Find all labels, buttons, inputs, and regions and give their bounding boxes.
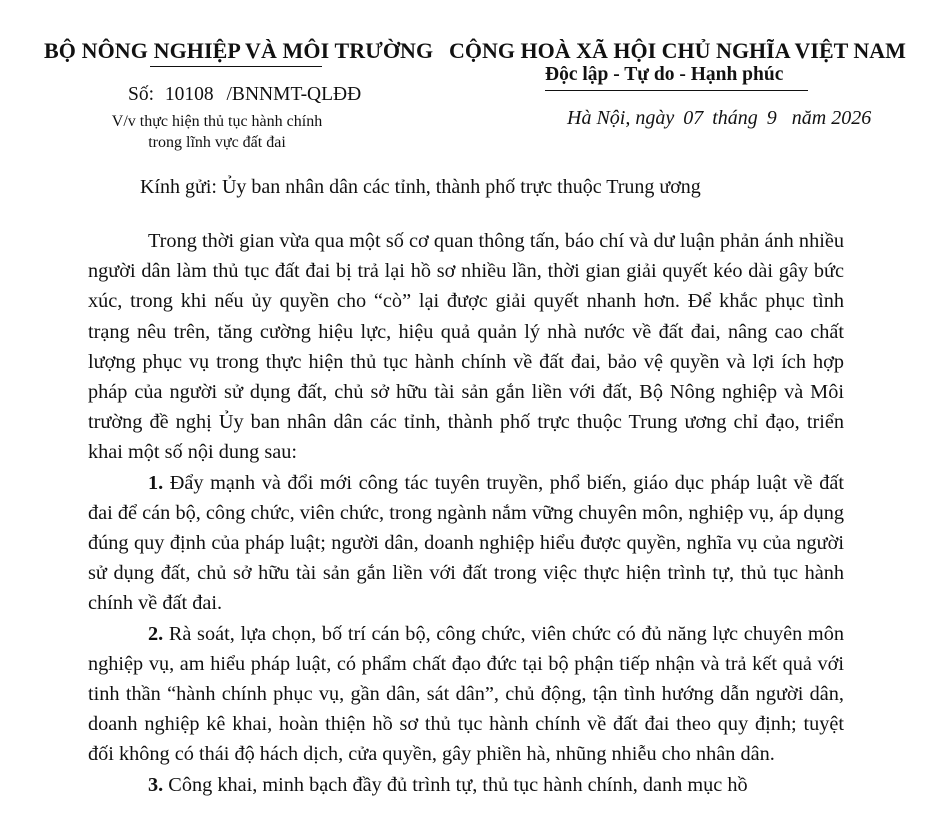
item-2-text: Rà soát, lựa chọn, bố trí cán bộ, công chức, viên chức có đủ năng lực chuyên môn nghiệp vụ, am hiểu pháp luật, có phẩm chất đạo đức tại bộ phận tiếp nhận và trả kết quả với tinh thần “hành chính phục vụ, gần dân, sát dân”, chủ động, tận tình hướng dẫn người dân, doanh nghiệp kê khai, hoàn thiện hồ sơ thủ tục hành chính về đất đai theo quy định; tuyệt đối không có thái độ hách dịch, cửa quyền, gây phiền hà, nhũng nhiễu cho nhân dân. (88, 622, 844, 766)
document-number (128, 84, 361, 106)
document-subject (80, 111, 354, 153)
issuing-agency-name: BỘ NÔNG NGHIỆP VÀ MÔI TRƯỜNG (44, 38, 434, 63)
doc-number-suffix: /BNNMT-QLĐĐ (226, 84, 362, 105)
recipient-greeting: Kính gửi: Ủy ban nhân dân các tỉnh, thành phố trực thuộc Trung ương (140, 176, 701, 198)
item-2-number: 2. (148, 622, 164, 645)
list-item-1 (88, 468, 844, 619)
item-3-number: 3. (148, 773, 164, 796)
intro-paragraph: Trong thời gian vừa qua một số cơ quan thông tấn, báo chí và dư luận phản ánh nhiều người dân làm thủ tục đất đai bị trả lại hồ sơ nhiều lần, thời gian giải quyết kéo dài gây bức xúc, trong khi nếu ủy quyền cho “cò” lại được giải quyết nhanh hơn. Để khắc phục tình trạng nêu trên, tăng cường hiệu lực, hiệu quả quản lý nhà nước về đất đai, nâng cao chất lượng phục vụ trong thực hiện thủ tục hành chính về đất đai, bảo vệ quyền và lợi ích hợp pháp của người sử dụng đất, chủ sở hữu tài sản gắn liền với đất, Bộ Nông nghiệp và Môi trường đề nghị Ủy ban nhân dân các tỉnh, thành phố trực thuộc Trung ương chỉ đạo, triển khai một số nội dung sau: (88, 230, 844, 464)
doc-number-value: 10108 (164, 84, 214, 105)
subject-line-2: trong lĩnh vực đất đai (148, 134, 286, 151)
date-month-label: tháng (712, 107, 758, 129)
national-title: CỘNG HOÀ XÃ HỘI CHỦ NGHĨA VIỆT NAM (449, 38, 906, 63)
national-motto: Độc lập - Tự do - Hạnh phúc (545, 64, 784, 85)
motto-underline (545, 90, 808, 91)
item-3-text: Công khai, minh bạch đầy đủ trình tự, thủ tục hành chính, danh mục hồ (168, 773, 748, 796)
date-prefix: Hà Nội, ngày (567, 107, 675, 129)
date-year-label: năm (791, 107, 827, 129)
date-day: 07 (683, 107, 704, 129)
doc-number-prefix: Số: (128, 84, 155, 105)
agency-underline (150, 66, 322, 67)
subject-line-1: V/v thực hiện thủ tục hành chính (111, 113, 323, 130)
date-month: 9 (766, 107, 777, 129)
list-item-2 (88, 619, 844, 770)
item-1-number: 1. (148, 471, 164, 494)
place-and-date (567, 107, 871, 130)
date-year: 2026 (831, 107, 872, 129)
letter-body (88, 226, 844, 800)
item-1-text: Đẩy mạnh và đổi mới công tác tuyên truyền, phổ biến, giáo dục pháp luật về đất đai để cán bộ, công chức, viên chức, trong ngành nắm vững chuyên môn, nghiệp vụ, áp dụng đúng quy định của pháp luật; người dân, doanh nghiệp hiểu được quyền, nghĩa vụ của người sử dụng đất, chủ sở hữu tài sản gắn liền với đất trong việc thực hiện trình tự, thủ tục hành chính về đất đai. (88, 471, 844, 615)
list-item-3 (88, 770, 844, 800)
